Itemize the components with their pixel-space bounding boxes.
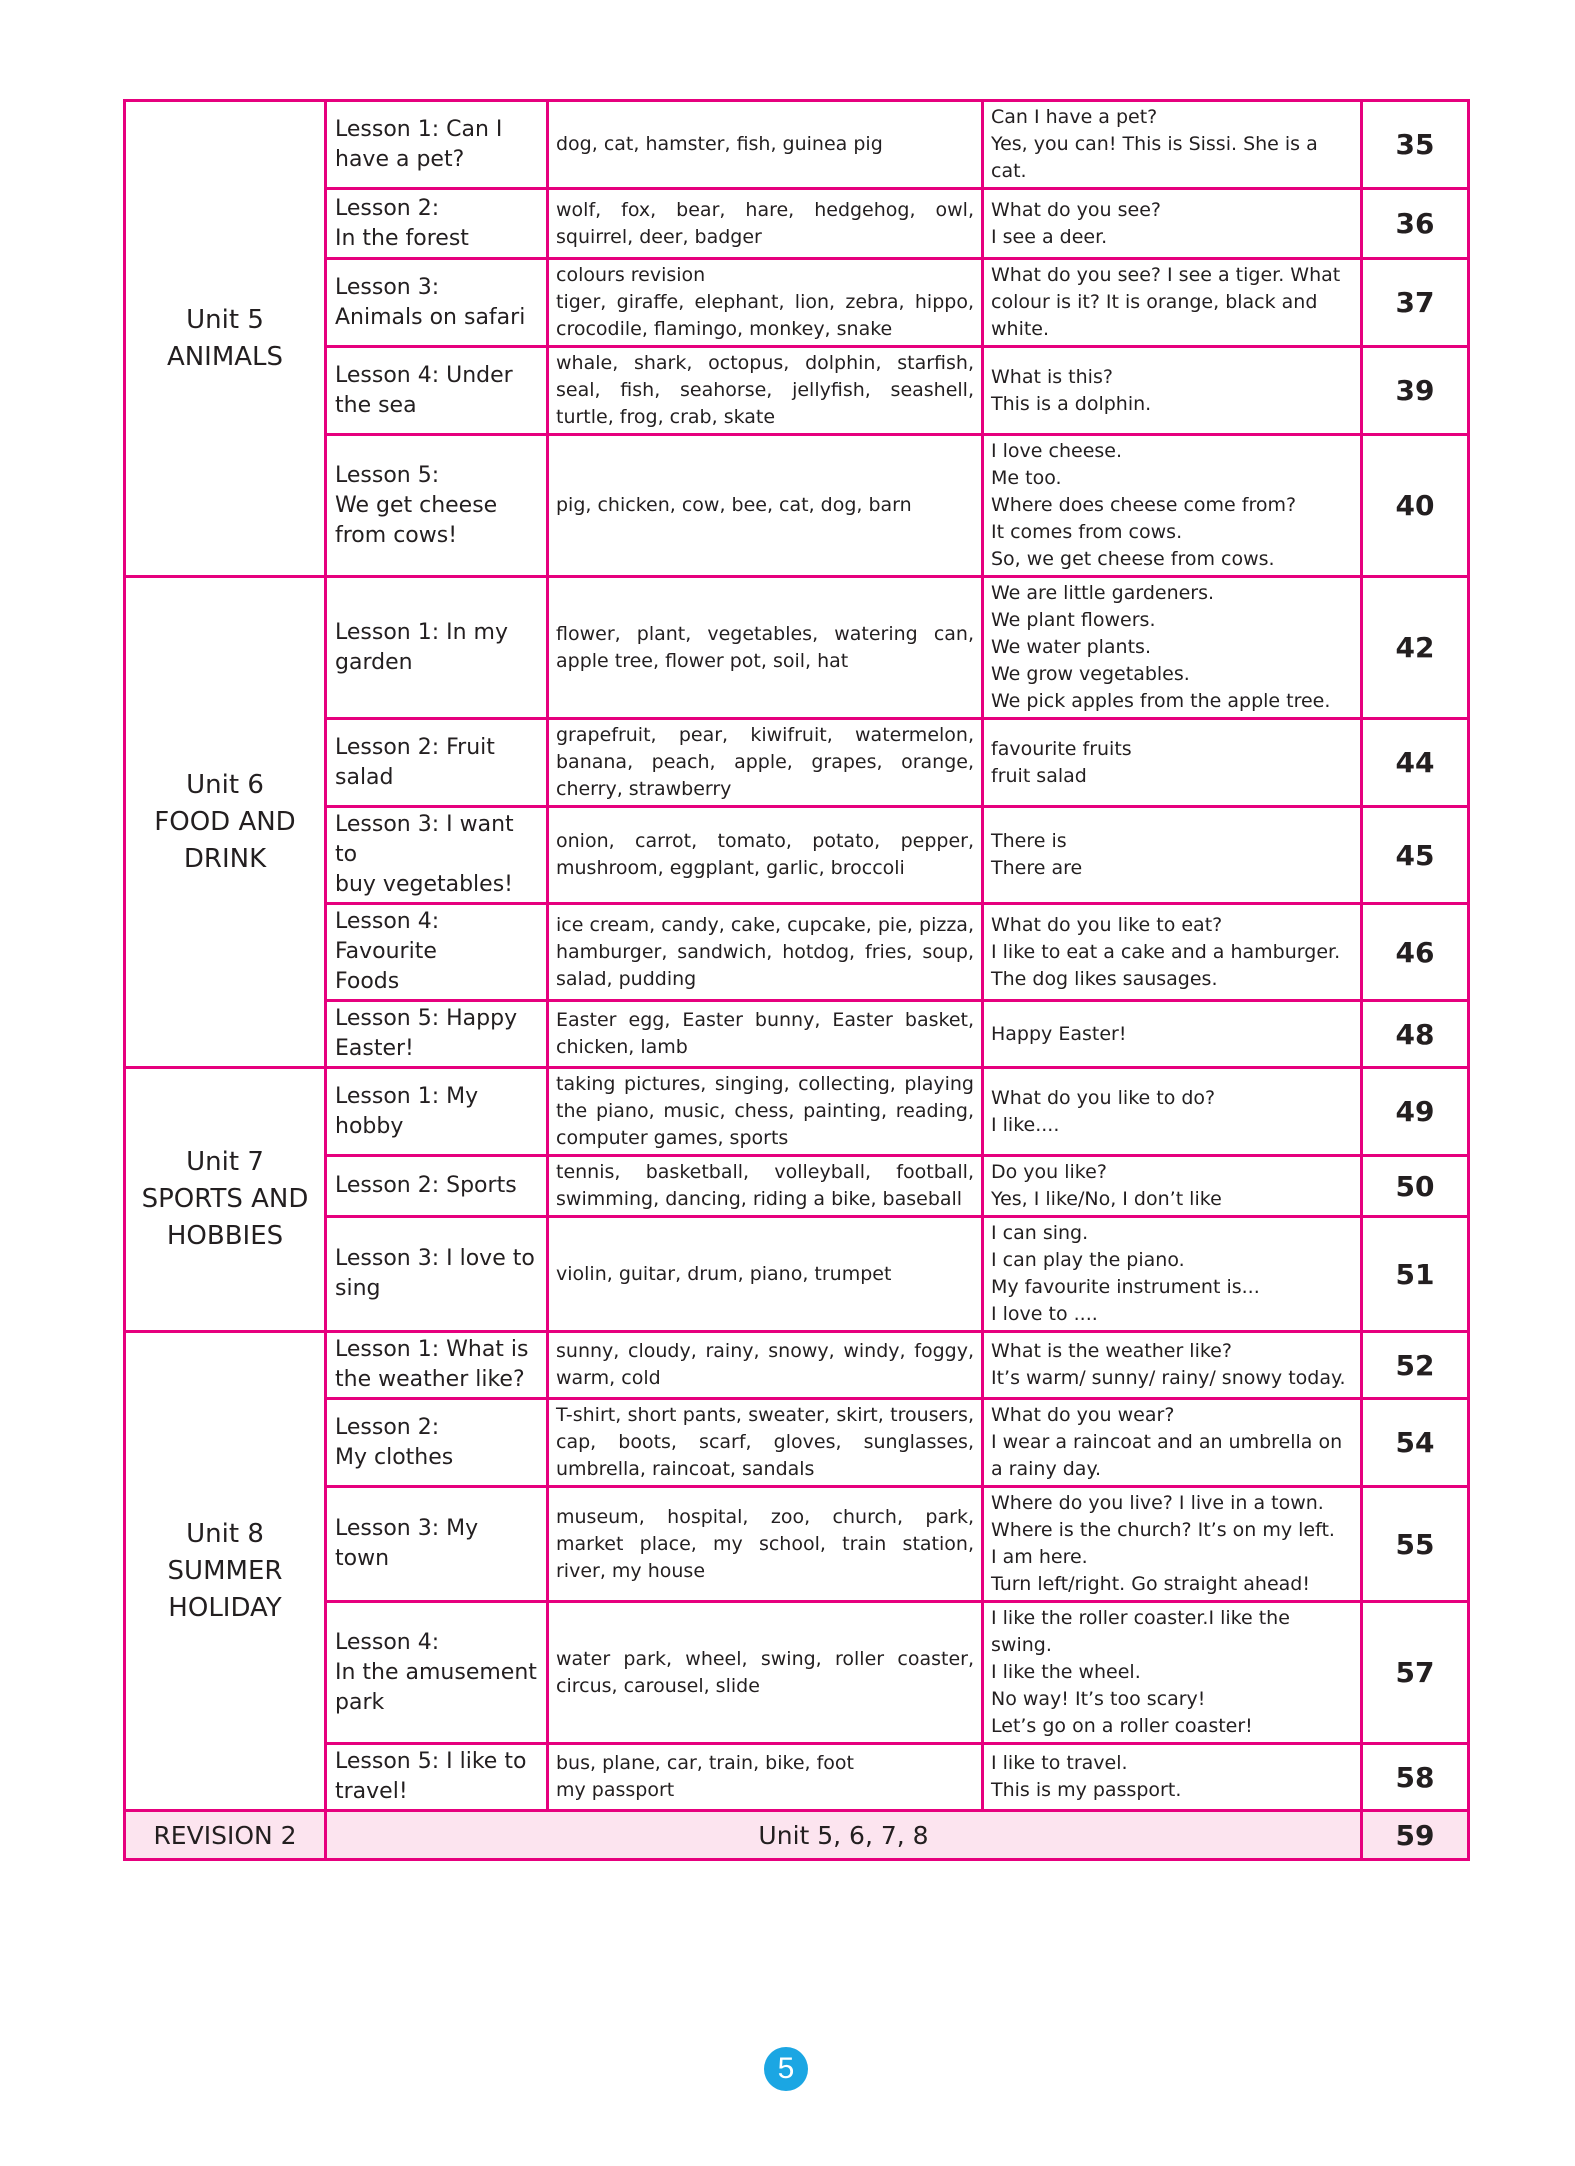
lesson-title: Lesson 5: Happy Easter! — [326, 1001, 548, 1068]
unit-title: Unit 5 ANIMALS — [125, 101, 326, 577]
lesson-title: Lesson 3: I love to sing — [326, 1217, 548, 1332]
lesson-structures: What do you wear? I wear a raincoat and an umbrella on a rainy day. — [983, 1399, 1362, 1487]
lesson-page-number: 35 — [1362, 101, 1469, 189]
lesson-row — [125, 1602, 1469, 1744]
lesson-title: Lesson 3: My town — [326, 1487, 548, 1602]
lesson-row — [125, 347, 1469, 435]
lesson-title: Lesson 2: Fruit salad — [326, 719, 548, 807]
lesson-structures: What is this? This is a dolphin. — [983, 347, 1362, 435]
lesson-title: Lesson 1: Can I have a pet? — [326, 101, 548, 189]
lesson-structures: I love cheese. Me too. Where does cheese come from? It comes from cows. So, we get cheese from cows. — [983, 435, 1362, 577]
lesson-structures: I can sing. I can play the piano. My favourite instrument is... I love to .... — [983, 1217, 1362, 1332]
lesson-vocabulary: colours revision tiger, giraffe, elephant, lion, zebra, hippo, crocodile, flamingo, monkey, snake — [548, 259, 983, 347]
lesson-vocabulary: whale, shark, octopus, dolphin, starfish, seal, fish, seahorse, jellyfish, seashell, turtle, frog, crab, skate — [548, 347, 983, 435]
unit-title: Unit 7 SPORTS AND HOBBIES — [125, 1068, 326, 1332]
lesson-row — [125, 1332, 1469, 1399]
lesson-vocabulary: bus, plane, car, train, bike, foot my passport — [548, 1744, 983, 1811]
lesson-page-number: 40 — [1362, 435, 1469, 577]
lesson-row — [125, 904, 1469, 1001]
lesson-structures: Happy Easter! — [983, 1001, 1362, 1068]
lesson-vocabulary: ice cream, candy, cake, cupcake, pie, pizza, hamburger, sandwich, hotdog, fries, soup, salad, pudding — [548, 904, 983, 1001]
lesson-title: Lesson 2: In the forest — [326, 189, 548, 259]
lesson-row — [125, 1217, 1469, 1332]
lesson-vocabulary: wolf, fox, bear, hare, hedgehog, owl, squirrel, deer, badger — [548, 189, 983, 259]
revision-page-number: 59 — [1362, 1811, 1469, 1860]
lesson-vocabulary: sunny, cloudy, rainy, snowy, windy, foggy, warm, cold — [548, 1332, 983, 1399]
lesson-row — [125, 189, 1469, 259]
lesson-structures: There is There are — [983, 807, 1362, 904]
lesson-vocabulary: flower, plant, vegetables, watering can, apple tree, flower pot, soil, hat — [548, 577, 983, 719]
lesson-page-number: 44 — [1362, 719, 1469, 807]
lesson-title: Lesson 1: In my garden — [326, 577, 548, 719]
revision-label: REVISION 2 — [125, 1811, 326, 1860]
lesson-row — [125, 1487, 1469, 1602]
lesson-page-number: 50 — [1362, 1156, 1469, 1217]
lesson-structures: Can I have a pet? Yes, you can! This is Sissi. She is a cat. — [983, 101, 1362, 189]
lesson-title: Lesson 5: I like to travel! — [326, 1744, 548, 1811]
lesson-structures: I like to travel. This is my passport. — [983, 1744, 1362, 1811]
lesson-title: Lesson 2: Sports — [326, 1156, 548, 1217]
lesson-structures: I like the roller coaster.I like the swing. I like the wheel. No way! It’s too scary! Let’s go on a roller coaster! — [983, 1602, 1362, 1744]
lesson-row — [125, 577, 1469, 719]
lesson-page-number: 36 — [1362, 189, 1469, 259]
lesson-structures: What do you see? I see a tiger. What colour is it? It is orange, black and white. — [983, 259, 1362, 347]
lesson-vocabulary: T-shirt, short pants, sweater, skirt, trousers, cap, boots, scarf, gloves, sunglasses, umbrella, raincoat, sandals — [548, 1399, 983, 1487]
lesson-title: Lesson 3: Animals on safari — [326, 259, 548, 347]
lesson-row — [125, 1399, 1469, 1487]
lesson-page-number: 51 — [1362, 1217, 1469, 1332]
lesson-structures: What do you like to do? I like.... — [983, 1068, 1362, 1156]
lesson-title: Lesson 4: In the amusement park — [326, 1602, 548, 1744]
lesson-title: Lesson 4: Under the sea — [326, 347, 548, 435]
lesson-page-number: 45 — [1362, 807, 1469, 904]
lesson-page-number: 55 — [1362, 1487, 1469, 1602]
lesson-vocabulary: tennis, basketball, volleyball, football, swimming, dancing, riding a bike, baseball — [548, 1156, 983, 1217]
revision-units: Unit 5, 6, 7, 8 — [326, 1811, 1362, 1860]
lesson-title: Lesson 4: Favourite Foods — [326, 904, 548, 1001]
lesson-row — [125, 1156, 1469, 1217]
revision-row — [125, 1811, 1469, 1860]
lesson-page-number: 42 — [1362, 577, 1469, 719]
lesson-page-number: 58 — [1362, 1744, 1469, 1811]
lesson-row — [125, 719, 1469, 807]
lesson-vocabulary: grapefruit, pear, kiwifruit, watermelon, banana, peach, apple, grapes, orange, cherry, strawberry — [548, 719, 983, 807]
lesson-structures: We are little gardeners. We plant flowers. We water plants. We grow vegetables. We pick apples from the apple tree. — [983, 577, 1362, 719]
lesson-title: Lesson 3: I want to buy vegetables! — [326, 807, 548, 904]
page-number: 5 — [777, 2052, 795, 2085]
lesson-vocabulary: water park, wheel, swing, roller coaster, circus, carousel, slide — [548, 1602, 983, 1744]
lesson-structures: What do you see? I see a deer. — [983, 189, 1362, 259]
lesson-row — [125, 1068, 1469, 1156]
lesson-title: Lesson 2: My clothes — [326, 1399, 548, 1487]
lesson-vocabulary: pig, chicken, cow, bee, cat, dog, barn — [548, 435, 983, 577]
lesson-page-number: 39 — [1362, 347, 1469, 435]
lesson-vocabulary: museum, hospital, zoo, church, park, market place, my school, train station, river, my house — [548, 1487, 983, 1602]
lesson-page-number: 37 — [1362, 259, 1469, 347]
lesson-row — [125, 101, 1469, 189]
lesson-vocabulary: onion, carrot, tomato, potato, pepper, mushroom, eggplant, garlic, broccoli — [548, 807, 983, 904]
lesson-title: Lesson 5: We get cheese from cows! — [326, 435, 548, 577]
lesson-row — [125, 1001, 1469, 1068]
lesson-page-number: 49 — [1362, 1068, 1469, 1156]
lesson-row — [125, 259, 1469, 347]
lesson-structures: favourite fruits fruit salad — [983, 719, 1362, 807]
lesson-title: Lesson 1: What is the weather like? — [326, 1332, 548, 1399]
lesson-row — [125, 435, 1469, 577]
lesson-page-number: 54 — [1362, 1399, 1469, 1487]
lesson-structures: What is the weather like? It’s warm/ sunny/ rainy/ snowy today. — [983, 1332, 1362, 1399]
lesson-page-number: 46 — [1362, 904, 1469, 1001]
lesson-structures: Do you like? Yes, I like/No, I don’t like — [983, 1156, 1362, 1217]
lesson-row — [125, 807, 1469, 904]
unit-title: Unit 6 FOOD AND DRINK — [125, 577, 326, 1068]
lesson-structures: Where do you live? I live in a town. Where is the church? It’s on my left. I am here. Turn left/right. Go straight ahead! — [983, 1487, 1362, 1602]
contents-table-body — [125, 101, 1469, 1860]
lesson-vocabulary: Easter egg, Easter bunny, Easter basket, chicken, lamb — [548, 1001, 983, 1068]
lesson-page-number: 52 — [1362, 1332, 1469, 1399]
page-number-badge — [764, 2047, 808, 2091]
unit-title: Unit 8 SUMMER HOLIDAY — [125, 1332, 326, 1811]
lesson-row — [125, 1744, 1469, 1811]
contents-table — [123, 99, 1470, 1861]
lesson-title: Lesson 1: My hobby — [326, 1068, 548, 1156]
lesson-page-number: 48 — [1362, 1001, 1469, 1068]
lesson-page-number: 57 — [1362, 1602, 1469, 1744]
lesson-vocabulary: dog, cat, hamster, fish, guinea pig — [548, 101, 983, 189]
lesson-vocabulary: taking pictures, singing, collecting, playing the piano, music, chess, painting, reading, computer games, sports — [548, 1068, 983, 1156]
lesson-vocabulary: violin, guitar, drum, piano, trumpet — [548, 1217, 983, 1332]
lesson-structures: What do you like to eat? I like to eat a cake and a hamburger. The dog likes sausages. — [983, 904, 1362, 1001]
